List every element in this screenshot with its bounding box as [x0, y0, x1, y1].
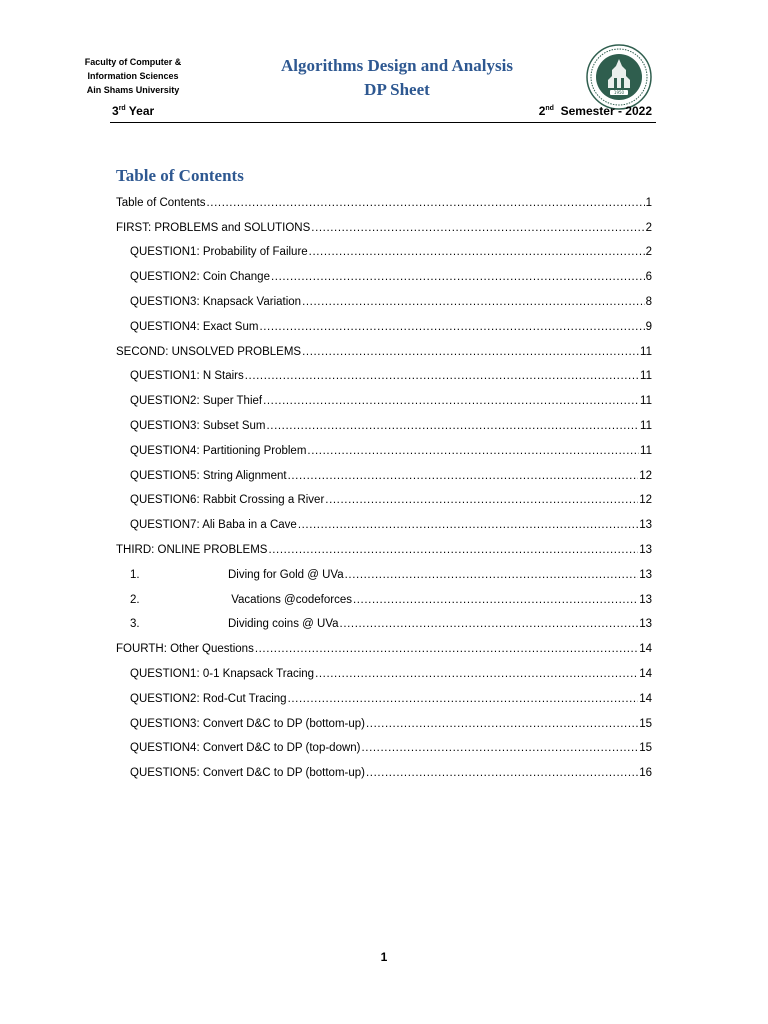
toc-page-number: 6: [645, 271, 652, 284]
toc-page-number: 11: [640, 395, 652, 408]
toc-entry[interactable]: [116, 560, 652, 585]
toc-page-number: 1: [645, 196, 652, 209]
toc-page-number: 11: [640, 345, 652, 358]
toc-leader-dots: [302, 292, 645, 312]
toc-entry-label: Dividing coins @ UVa: [228, 618, 339, 631]
toc-leader-dots: [345, 565, 639, 585]
faculty-line-3: Ain Shams University: [86, 85, 180, 95]
semester-number: 2: [538, 104, 546, 118]
toc-page-number: 13: [639, 568, 652, 581]
toc-entry[interactable]: [116, 684, 652, 709]
faculty-line-1: Faculty of Computer &: [84, 57, 182, 67]
table-of-contents: [116, 188, 652, 783]
toc-entry[interactable]: [116, 262, 652, 287]
toc-page-number: 12: [639, 469, 652, 482]
toc-leader-dots: [268, 540, 638, 560]
toc-leader-dots: [207, 193, 645, 213]
toc-entry[interactable]: [116, 758, 652, 783]
toc-entry[interactable]: [116, 386, 652, 411]
toc-entry-number: 2.: [130, 593, 140, 606]
seal-year: 1950: [613, 90, 625, 96]
header-divider: [110, 122, 656, 123]
toc-entry-label: QUESTION2: Coin Change: [130, 271, 270, 284]
toc-entry-label: QUESTION4: Convert D&C to DP (top-down): [130, 742, 361, 755]
toc-entry-label: QUESTION1: Probability of Failure: [130, 246, 308, 259]
academic-year: [112, 104, 154, 118]
toc-page-number: 13: [639, 519, 652, 532]
toc-entry[interactable]: [116, 238, 652, 263]
toc-leader-dots: [362, 738, 639, 758]
toc-entry-label: FOURTH: Other Questions: [116, 643, 254, 656]
faculty-line-2: Information Sciences: [87, 71, 179, 81]
semester: [539, 104, 652, 118]
toc-entry-label: QUESTION2: Rod-Cut Tracing: [130, 692, 287, 705]
toc-entry[interactable]: [116, 585, 652, 610]
toc-entry[interactable]: [116, 188, 652, 213]
title-line-1: Algorithms Design and Analysis: [281, 56, 513, 75]
toc-entry-label: Table of Contents: [116, 196, 206, 209]
toc-leader-dots: [307, 441, 639, 461]
toc-leader-dots: [366, 714, 638, 734]
toc-leader-dots: [267, 416, 640, 436]
toc-entry[interactable]: [116, 213, 652, 238]
toc-entry[interactable]: [116, 610, 652, 635]
toc-page-number: 8: [645, 295, 652, 308]
title-line-2: DP Sheet: [364, 80, 430, 99]
toc-entry-label: QUESTION1: N Stairs: [130, 370, 244, 383]
toc-entry-label: QUESTION4: Exact Sum: [130, 320, 259, 333]
toc-page-number: 14: [639, 643, 652, 656]
toc-page-number: 2: [645, 246, 652, 259]
toc-entry[interactable]: [116, 535, 652, 560]
toc-entry-label: QUESTION1: 0-1 Knapsack Tracing: [130, 667, 315, 680]
toc-entry[interactable]: [116, 337, 652, 362]
toc-leader-dots: [288, 689, 639, 709]
toc-page-number: 2: [645, 221, 652, 234]
toc-leader-dots: [263, 391, 639, 411]
year-superscript: rd: [118, 105, 126, 112]
year-label: Year: [125, 104, 155, 118]
toc-page-number: 13: [639, 593, 652, 606]
university-seal-icon: [586, 44, 652, 110]
toc-entry-label: QUESTION3: Convert D&C to DP (bottom-up): [130, 717, 365, 730]
toc-page-number: 14: [639, 667, 652, 680]
toc-entry[interactable]: [116, 287, 652, 312]
toc-entry[interactable]: [116, 461, 652, 486]
toc-entry-label: QUESTION4: Partitioning Problem: [130, 444, 307, 457]
toc-leader-dots: [311, 218, 644, 238]
toc-leader-dots: [245, 366, 639, 386]
toc-leader-dots: [340, 614, 639, 634]
toc-entry[interactable]: [116, 634, 652, 659]
toc-entry-label: FIRST: PROBLEMS and SOLUTIONS: [116, 221, 311, 234]
toc-entry[interactable]: [116, 312, 652, 337]
toc-leader-dots: [298, 515, 638, 535]
toc-entry-label: THIRD: ONLINE PROBLEMS: [116, 543, 268, 556]
toc-entry-label: QUESTION5: Convert D&C to DP (bottom-up): [130, 767, 365, 780]
toc-leader-dots: [353, 590, 638, 610]
toc-entry-label: SECOND: UNSOLVED PROBLEMS: [116, 345, 302, 358]
toc-entry-label: QUESTION3: Knapsack Variation: [130, 295, 302, 308]
toc-leader-dots: [366, 763, 638, 783]
toc-page-number: 15: [639, 717, 652, 730]
toc-leader-dots: [288, 466, 639, 486]
toc-entry-label: QUESTION3: Subset Sum: [130, 419, 266, 432]
toc-leader-dots: [302, 342, 639, 362]
semester-superscript: nd: [545, 105, 554, 112]
semester-label: Semester - 2022: [553, 104, 652, 118]
toc-page-number: 16: [639, 767, 652, 780]
toc-page-number: 14: [639, 692, 652, 705]
toc-page-number: 13: [639, 618, 652, 631]
toc-entry[interactable]: [116, 362, 652, 387]
toc-entry[interactable]: [116, 510, 652, 535]
toc-page-number: 11: [640, 370, 652, 383]
toc-entry-label: Vacations @codeforces: [228, 593, 352, 606]
toc-entry[interactable]: [116, 709, 652, 734]
toc-entry-number: 1.: [130, 568, 140, 581]
toc-leader-dots: [271, 267, 645, 287]
toc-page-number: 11: [640, 444, 652, 457]
toc-entry-label: QUESTION5: String Alignment: [130, 469, 287, 482]
toc-leader-dots: [255, 639, 638, 659]
toc-entry-number: 3.: [130, 618, 140, 631]
toc-leader-dots: [325, 490, 638, 510]
toc-entry[interactable]: [116, 659, 652, 684]
toc-entry[interactable]: [116, 734, 652, 759]
faculty-name: [72, 55, 194, 97]
toc-leader-dots: [259, 317, 644, 337]
toc-page-number: 9: [645, 320, 652, 333]
toc-entry[interactable]: [116, 486, 652, 511]
toc-heading: Table of Contents: [116, 166, 244, 185]
year-number: 3: [112, 104, 119, 118]
toc-entry[interactable]: [116, 411, 652, 436]
toc-entry-label: QUESTION2: Super Thief: [130, 395, 263, 408]
toc-page-number: 13: [639, 543, 652, 556]
toc-entry-label: QUESTION7: Ali Baba in a Cave: [130, 519, 297, 532]
toc-page-number: 12: [639, 494, 652, 507]
toc-page-number: 11: [640, 419, 652, 432]
toc-leader-dots: [309, 242, 645, 262]
toc-entry-label: Diving for Gold @ UVa: [228, 568, 344, 581]
document-title: [230, 54, 564, 102]
toc-page-number: 15: [639, 742, 652, 755]
toc-entry[interactable]: [116, 436, 652, 461]
toc-entry-label: QUESTION6: Rabbit Crossing a River: [130, 494, 325, 507]
toc-leader-dots: [315, 664, 638, 684]
page-number: 1: [380, 950, 388, 964]
